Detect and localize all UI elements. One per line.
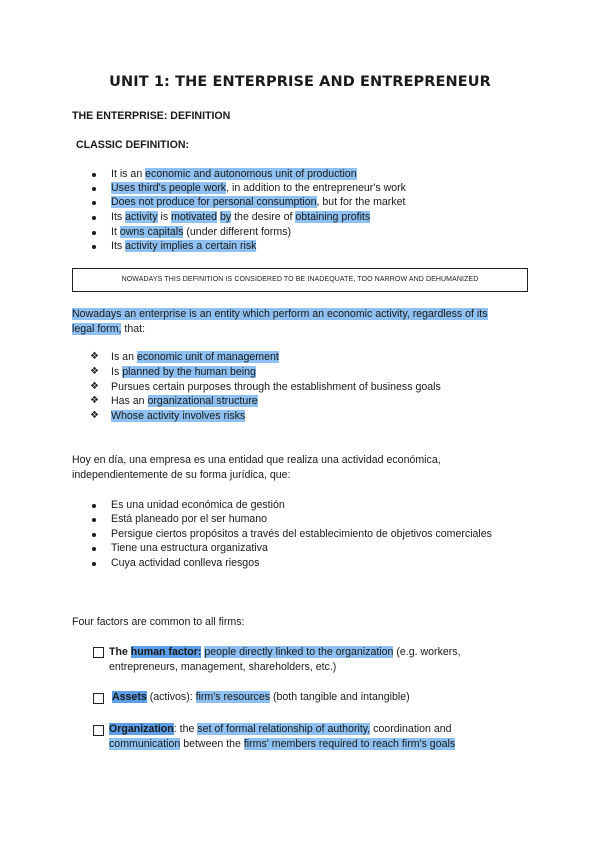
bullet-icon	[92, 231, 96, 235]
diamond-bullet-icon: ❖	[90, 366, 99, 377]
bullet-icon	[92, 187, 96, 191]
section-heading: THE ENTERPRISE: DEFINITION	[72, 110, 231, 122]
bullet-icon	[92, 201, 96, 205]
diamond-bullet-icon: ❖	[90, 395, 99, 406]
bullet-icon	[92, 173, 96, 177]
diamond-bullet-icon: ❖	[90, 381, 99, 392]
bullet-icon	[92, 504, 96, 508]
bullet-icon	[92, 245, 96, 249]
bullet-icon	[92, 562, 96, 566]
page-title: UNIT 1: THE ENTERPRISE AND ENTREPRENEUR	[109, 74, 491, 90]
bullet-icon	[92, 518, 96, 522]
bullet-icon	[92, 533, 96, 537]
bullet-icon	[92, 547, 96, 551]
checkbox[interactable]	[93, 647, 104, 658]
diamond-bullet-icon: ❖	[90, 410, 99, 421]
definition-note-box: NOWADAYS THIS DEFINITION IS CONSIDERED TO BE INADEQUATE, TOO NARROW AND DEHUMANIZED	[72, 268, 528, 292]
bullet-icon	[92, 216, 96, 220]
checkbox[interactable]	[93, 725, 104, 736]
diamond-bullet-icon: ❖	[90, 351, 99, 362]
spanish-paragraph: Hoy en día, una empresa es una entidad que realiza una actividad económica, independientemente de su forma jurídica, que:	[72, 454, 441, 481]
nowadays-paragraph: Nowadays an enterprise is an entity which perform an economic activity, regardless of its legal form, that:	[72, 308, 488, 335]
factors-intro: Four factors are common to all firms:	[72, 616, 245, 628]
checkbox[interactable]	[93, 693, 104, 704]
classic-definition-heading: CLASSIC DEFINITION:	[76, 139, 189, 151]
